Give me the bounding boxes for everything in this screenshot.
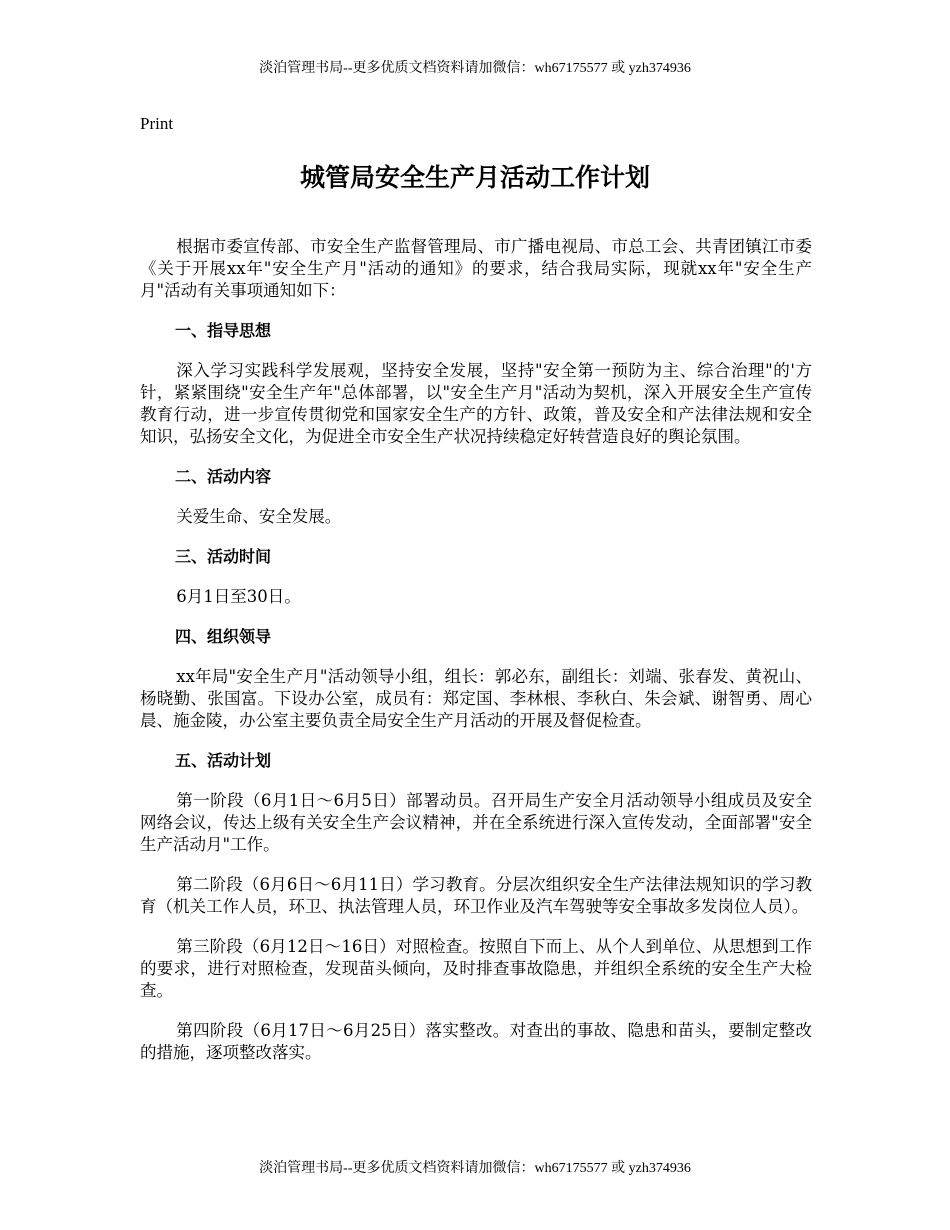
print-label: Print [140, 114, 174, 133]
section-paragraph: xx年局"安全生产月"活动领导小组，组长：郭必东，副组长：刘端、张春发、黄祝山、杨晓勤、张国富。下设办公室，成员有：郑定国、李林根、李秋白、朱会斌、谢智勇、周心晨、施金陵，办公室主要负责全局安全生产月活动的开展及督促检查。 [140, 667, 812, 730]
plan-phase-paragraph: 第一阶段（6月1日～6月5日）部署动员。召开局生产安全月活动领导小组成员及安全网络会议，传达上级有关安全生产会议精神，并在全系统进行深入宣传发动，全面部署"安全生产活动月"工作。 [140, 791, 812, 854]
plan-phase-paragraph: 第三阶段（6月12日～16日）对照检查。按照自下而上、从个人到单位、从思想到工作的要求，进行对照检查，发现苗头倾向，及时排查事故隐患，并组织全系统的安全生产大检查。 [140, 937, 812, 1000]
section-heading-activity-time: 三、活动时间 [175, 547, 272, 566]
document-body [140, 236, 812, 1082]
page-header-note: 淡泊管理书局--更多优质文档资料请加微信：wh67175577 或 yzh374936 [259, 61, 691, 76]
document-title: 城管局安全生产月活动工作计划 [299, 163, 650, 192]
plan-phase-paragraph: 第二阶段（6月6日～6月11日）学习教育。分层次组织安全生产法律法规知识的学习教育（机关工作人员，环卫、执法管理人员，环卫作业及汽车驾驶等安全事故多发岗位人员）。 [140, 875, 812, 916]
intro-paragraph: 根据市委宣传部、市安全生产监督管理局、市广播电视局、市总工会、共青团镇江市委《关于开展xx年"安全生产月"活动的通知》的要求，结合我局实际，现就xx年"安全生产月"活动有关事项通知如下： [140, 237, 812, 300]
section-heading-guiding-ideology: 一、指导思想 [175, 321, 272, 340]
section-heading-leadership: 四、组织领导 [175, 627, 272, 646]
section-heading-activity-content: 二、活动内容 [175, 467, 272, 486]
plan-phase-paragraph: 第四阶段（6月17日～6月25日）落实整改。对查出的事故、隐患和苗头，要制定整改的措施，逐项整改落实。 [140, 1021, 812, 1062]
section-paragraph: 6月1日至30日。 [176, 587, 301, 606]
section-paragraph: 深入学习实践科学发展观，坚持安全发展，坚持"安全第一预防为主、综合治理"的'方针，紧紧围绕"安全生产年"总体部署，以"安全生产月"活动为契机，深入开展安全生产宣传教育行动，进一步宣传贯彻党和国家安全生产的方针、政策，普及安全和产法律法规和安全知识，弘扬安全文化，为促进全市安全生产状况持续稳定好转营造良好的舆论氛围。 [140, 361, 812, 446]
section-heading-activity-plan: 五、活动计划 [175, 751, 272, 770]
page-footer-note: 淡泊管理书局--更多优质文档资料请加微信：wh67175577 或 yzh374936 [259, 1161, 691, 1176]
section-paragraph: 关爱生命、安全发展。 [176, 507, 342, 526]
